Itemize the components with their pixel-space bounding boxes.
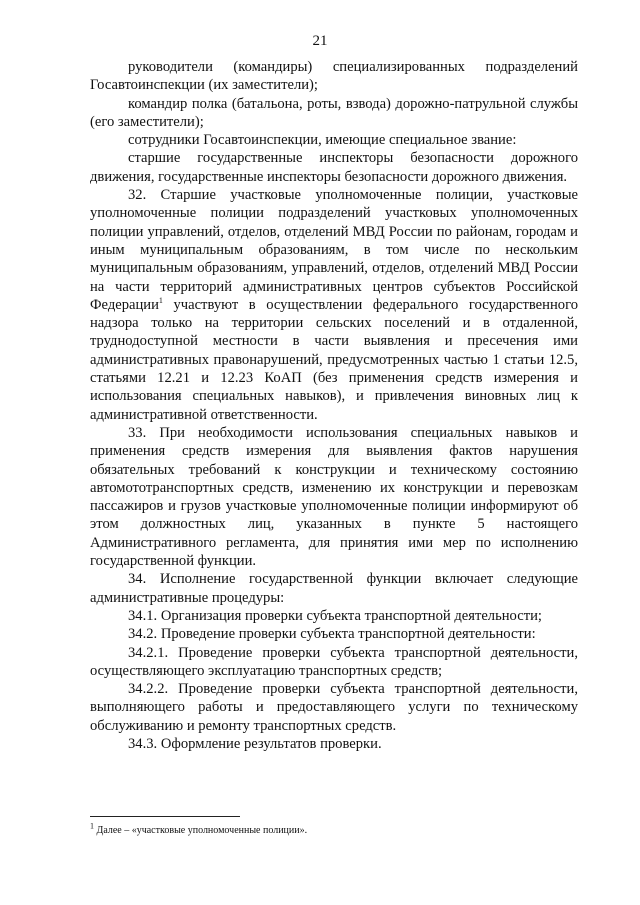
paragraph: 34. Исполнение государственной функции включает следующие административные процедуры: bbox=[90, 571, 578, 606]
paragraph: руководители (командиры) специализированных подразделений Госавтоинспекции (их заместители); bbox=[90, 59, 578, 94]
page-number: 21 bbox=[312, 33, 328, 49]
paragraph: командир полка (батальона, роты, взвода) дорожно-патрульной службы (его заместители); bbox=[90, 95, 578, 130]
paragraph-32 bbox=[90, 186, 578, 424]
paragraph: сотрудники Госавтоинспекции, имеющие специальное звание: bbox=[128, 132, 517, 149]
footnote-divider bbox=[90, 816, 240, 817]
footnote-mark: 1 bbox=[90, 821, 94, 831]
paragraph: 34.1. Организация проверки субъекта транспортной деятельности; bbox=[128, 607, 542, 624]
footnote-text: Далее – «участковые уполномоченные полиции». bbox=[94, 825, 308, 836]
paragraph: старшие государственные инспекторы безопасности дорожного движения, государственные инспекторы безопасности дорожного движения. bbox=[90, 150, 578, 185]
paragraph: 33. При необходимости использования специальных навыков и применения средств измерения для выявления фактов нарушения обязательных требований к конструкции и техническому состоянию автомототранспортных средств, изменению их конструкции и перевозкам пассажиров и грузов участковые уполномоченные полиции информируют об этом должностных лиц, указанных в пункте 5 настоящего Административного регламента, для принятия ими мер по исполнению государственной функции. bbox=[90, 424, 578, 570]
footnote-ref: 1 bbox=[158, 296, 163, 305]
document-body bbox=[90, 58, 578, 753]
paragraph: 34.2.2. Проведение проверки субъекта транспортной деятельности, выполняющего работы и предоставляющего услуги по техническому обслуживанию и ремонту транспортных средств. bbox=[90, 681, 578, 734]
paragraph: 34.2. Проведение проверки субъекта транспортной деятельности: bbox=[128, 626, 536, 643]
paragraph: 34.2.1. Проведение проверки субъекта транспортной деятельности, осуществляющего эксплуатацию транспортных средств; bbox=[90, 644, 578, 679]
paragraph-32-text: 32. Старшие участковые уполномоченные полиции, участковые уполномоченные полиции подразделений участковых уполномоченных полиции управлений, отделов, отделений МВД России по районам, городам и иным муниципальным образованиям, в том числе по нескольким муниципальным образованиям, управлений, отделов, отделений МВД России на части территорий административных центров субъектов Российской Федерации bbox=[90, 187, 578, 313]
paragraph-32-tail: участвуют в осуществлении федерального государственного надзора только на территории сельских поселений и в отдаленной, труднодоступной местности в части выявления и пресечения ими административных правонарушений, предусмотренных частью 1 статьи 12.5, статьями 12.21 и 12.23 КоАП (без применения средств измерения и использования специальных навыков), и привлечения виновных лиц к административной ответственности. bbox=[90, 296, 578, 423]
paragraph: 34.3. Оформление результатов проверки. bbox=[128, 735, 382, 752]
footnote bbox=[90, 821, 578, 837]
